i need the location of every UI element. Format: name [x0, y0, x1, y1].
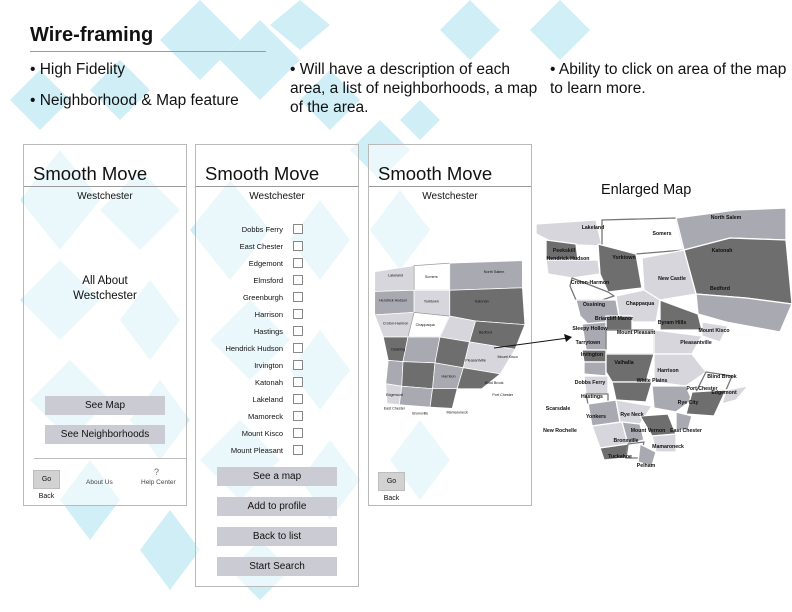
map-label: Mount Kisco [698, 328, 730, 334]
neighborhood-checkbox[interactable] [293, 224, 303, 234]
neighborhood-checkbox[interactable] [293, 326, 303, 336]
location-label: Westchester [249, 191, 305, 202]
neighborhood-name: Dobbs Ferry [241, 225, 283, 234]
neighborhood-name: Katonah [255, 378, 283, 387]
svg-text:Chappaqua: Chappaqua [415, 322, 435, 327]
header-divider [24, 186, 186, 187]
bullet-high-fidelity: • High Fidelity [30, 61, 126, 78]
svg-text:Bedford: Bedford [479, 330, 492, 335]
see-map-button[interactable]: See Map [45, 396, 165, 415]
svg-text:Edgemont: Edgemont [385, 393, 403, 398]
neighborhood-name: Elmsford [253, 276, 283, 285]
map-label: Lakeland [581, 225, 605, 231]
map-label: Valhalla [614, 360, 634, 366]
app-title: Smooth Move [33, 163, 148, 184]
neighborhood-checkbox[interactable] [293, 275, 303, 285]
svg-text:Yorktown: Yorktown [423, 299, 439, 304]
map-label: New Rochelle [543, 428, 577, 434]
start-search-button[interactable]: Start Search [217, 557, 337, 576]
neighborhood-list [196, 223, 358, 461]
map-label: Tarrytown [575, 340, 601, 346]
neighborhood-checkbox[interactable] [293, 411, 303, 421]
map-label: Pelham [636, 463, 656, 468]
app-title: Smooth Move [378, 163, 493, 184]
neighborhood-checkbox[interactable] [293, 258, 303, 268]
neighborhood-checkbox[interactable] [293, 292, 303, 302]
map-label: Edgemont [711, 390, 737, 396]
wireframe-screen-neighborhoods [195, 144, 359, 587]
neighborhood-row[interactable] [196, 342, 358, 359]
location-label: Westchester [77, 191, 133, 202]
back-to-list-button[interactable]: Back to list [217, 527, 337, 546]
neighborhood-checkbox[interactable] [293, 343, 303, 353]
neighborhood-row[interactable] [196, 359, 358, 376]
neighborhood-checkbox[interactable] [293, 394, 303, 404]
svg-text:Blind Brook: Blind Brook [484, 380, 504, 385]
svg-text:Mamaroneck: Mamaroneck [446, 410, 468, 415]
add-to-profile-button[interactable]: Add to profile [217, 497, 337, 516]
svg-text:Somers: Somers [424, 274, 438, 279]
map-label: Somers [652, 231, 672, 237]
svg-text:Lakeland: Lakeland [388, 273, 404, 278]
footer-divider [34, 458, 186, 459]
neighborhood-row[interactable] [196, 393, 358, 410]
go-back-button[interactable]: Go Back [378, 472, 405, 491]
neighborhood-row[interactable] [196, 410, 358, 427]
region-irvington [584, 362, 606, 376]
map-label: East Chester [670, 428, 702, 434]
neighborhood-row[interactable] [196, 274, 358, 291]
svg-text:Pleasantville: Pleasantville [465, 358, 486, 363]
neighborhood-name: Greenburgh [242, 293, 283, 302]
neighborhood-name: Edgemont [248, 259, 283, 268]
map-label: Scarsdale [545, 406, 571, 412]
svg-text:Hendrick Hudson: Hendrick Hudson [379, 298, 408, 303]
map-label: Katonah [711, 248, 733, 254]
neighborhood-row[interactable] [196, 223, 358, 240]
region-hendrick-hudson [546, 260, 600, 278]
bullet-clickable-map: • Ability to click on area of the map to learn more. [550, 61, 787, 97]
neighborhood-row[interactable] [196, 376, 358, 393]
neighborhood-row[interactable] [196, 308, 358, 325]
svg-text:North Salem: North Salem [483, 270, 505, 274]
neighborhood-name: Irvington [254, 361, 283, 370]
map-label: Harrison [657, 368, 679, 374]
neighborhood-row[interactable] [196, 325, 358, 342]
map-label: Mount Vernon [630, 428, 666, 434]
region-yonkers [585, 400, 620, 426]
see-a-map-button[interactable]: See a map [217, 467, 337, 486]
map-label: Mount Pleasant [616, 330, 656, 336]
about-us-link[interactable]: About Us [86, 479, 113, 486]
svg-text:Mount Kisco: Mount Kisco [497, 354, 518, 359]
map-label: New Castle [658, 276, 686, 282]
map-label: Hendrick Hudson [546, 256, 590, 262]
map-label: Ossining [582, 302, 606, 308]
region-white-plains [612, 382, 652, 402]
help-icon[interactable]: ? [154, 467, 160, 477]
map-label: Croton-Harmon [570, 280, 610, 286]
map-label: Briarcliff Manor [594, 316, 634, 322]
neighborhood-checkbox[interactable] [293, 445, 303, 455]
wireframe-screen-overview [23, 144, 187, 506]
neighborhood-name: Mount Pleasant [230, 446, 283, 455]
map-label: Pleasantville [680, 340, 712, 346]
svg-text:Croton-Harmon: Croton-Harmon [382, 321, 409, 326]
header-divider [369, 186, 531, 187]
svg-text:Harrison: Harrison [441, 374, 456, 379]
go-back-button[interactable]: Go Back [33, 470, 60, 489]
enlarged-map-title: Enlarged Map [601, 182, 692, 198]
map-label: Mamaroneck [652, 444, 684, 450]
neighborhood-row[interactable] [196, 291, 358, 308]
svg-text:Bronxville: Bronxville [412, 411, 429, 416]
svg-text:East Chester: East Chester [383, 406, 406, 411]
help-center-link[interactable]: Help Center [141, 479, 176, 486]
map-label: Bedford [710, 286, 730, 292]
neighborhood-name: Harrison [254, 310, 283, 319]
map-label: Bronxville [613, 438, 639, 444]
svg-text:Ossining: Ossining [390, 347, 406, 352]
app-title: Smooth Move [205, 163, 320, 184]
enlarged-westchester-map[interactable] [536, 204, 792, 468]
map-label: Dobbs Ferry [574, 380, 606, 386]
neighborhood-checkbox[interactable] [293, 360, 303, 370]
map-label: Blind Brook [707, 374, 737, 380]
neighborhood-checkbox[interactable] [293, 377, 303, 387]
map-label: Hastings [581, 394, 603, 400]
neighborhood-checkbox[interactable] [293, 309, 303, 319]
map-label: Byram Hills [657, 320, 687, 326]
see-neighborhoods-button[interactable]: See Neighborhoods [45, 425, 165, 444]
location-label: Westchester [422, 191, 478, 202]
neighborhood-row[interactable] [196, 427, 358, 444]
header-divider [196, 186, 358, 187]
neighborhood-name: Lakeland [252, 395, 283, 404]
svg-text:Port Chester: Port Chester [492, 393, 514, 398]
neighborhood-row[interactable] [196, 444, 358, 461]
wireframe-screen-map [368, 144, 532, 506]
neighborhood-row[interactable] [196, 257, 358, 274]
neighborhood-name: Mount Kisco [241, 429, 283, 438]
map-label: Yorktown [612, 255, 636, 261]
map-label: Irvington [580, 352, 604, 358]
map-label: Yonkers [585, 414, 607, 420]
map-label: Port Chester [686, 386, 718, 392]
neighborhood-name: Mamoreck [247, 412, 283, 421]
svg-text:Katonah: Katonah [474, 299, 489, 304]
map-label: White Plains [636, 378, 668, 384]
title-divider [30, 51, 266, 52]
map-label: North Salem [710, 215, 742, 221]
map-label: Peekskill [552, 248, 576, 254]
bullet-neighborhood-map: • Neighborhood & Map feature [30, 92, 239, 109]
neighborhood-name: East Chester [239, 242, 283, 251]
neighborhood-name: Hastings [253, 327, 283, 336]
map-label: Rye City [677, 400, 699, 406]
map-label: Sleepy Hollow [572, 326, 608, 332]
neighborhood-checkbox[interactable] [293, 428, 303, 438]
about-text: All About Westchester [73, 275, 137, 302]
bullet-description: • Will have a description of each area, a list of neighborhoods, a map of the area. [290, 61, 538, 116]
neighborhood-row[interactable] [196, 240, 358, 257]
slide-title: Wire-framing [30, 24, 154, 46]
map-label: Chappaqua [625, 301, 655, 307]
map-label: Tuckahoe [608, 454, 632, 460]
neighborhood-checkbox[interactable] [293, 241, 303, 251]
neighborhood-name: Hendrick Hudson [225, 344, 283, 353]
map-label: Rye Neck [620, 412, 644, 418]
